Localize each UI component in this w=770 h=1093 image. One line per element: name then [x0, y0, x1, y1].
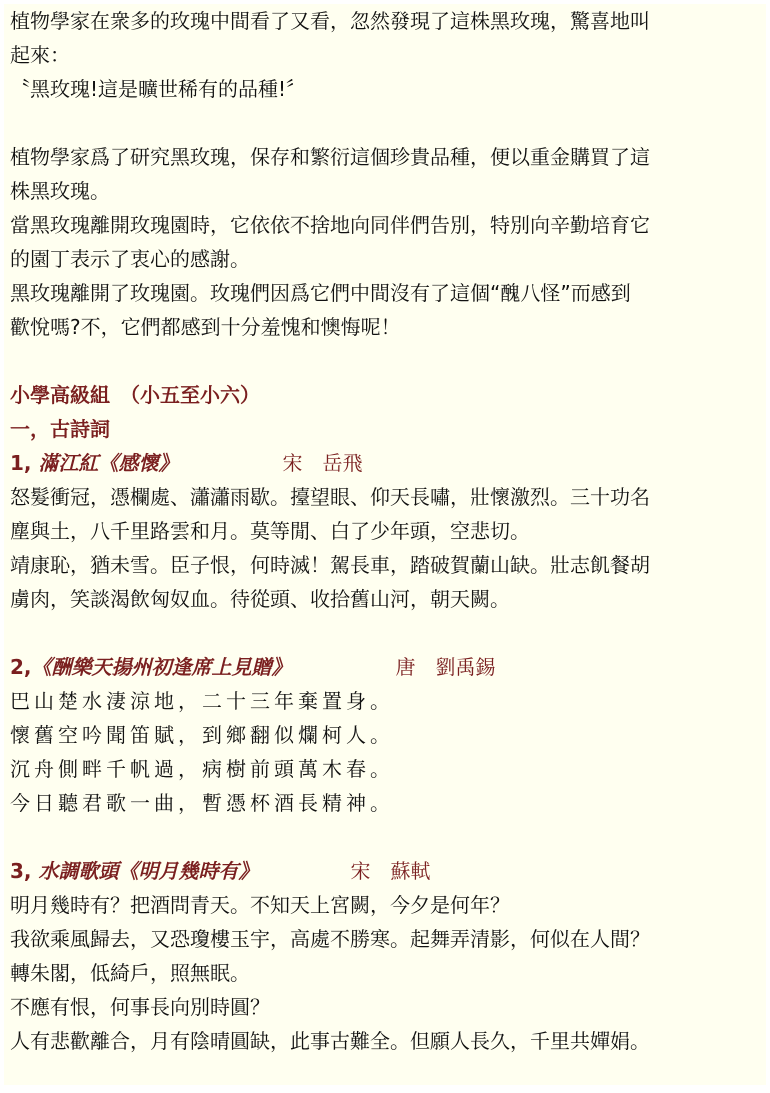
document-page	[4, 4, 766, 1085]
poem-line: 不應有恨，何事長向別時圓？	[10, 995, 270, 1019]
poem-line: 今日聽君歌一曲，暫憑杯酒長精神。	[10, 791, 394, 815]
poem-line: 我欲乘風歸去，又恐瓊樓玉宇，高處不勝寒。起舞弄清影，何似在人間？	[10, 927, 650, 951]
story-line: 株黑玫瑰。	[10, 179, 110, 203]
section-subtitle: 一，古詩詞	[10, 417, 110, 441]
story-line: 的園丁表示了衷心的感謝。	[10, 247, 250, 271]
story-line: 植物學家在衆多的玫瑰中間看了又看，忽然發現了這株黑玫瑰，驚喜地叫	[10, 9, 650, 33]
story-line: 起來：	[10, 43, 70, 67]
poem-author: 唐 劉禹錫	[395, 655, 496, 679]
poem-title: 滿江紅《感懷》	[38, 451, 179, 475]
poem-heading	[10, 650, 758, 684]
poem-number: 1,	[10, 451, 32, 475]
poem-line: 沉舟側畔千帆過，病樹前頭萬木春。	[10, 757, 394, 781]
poem-line: 巴山楚水淒涼地，二十三年棄置身。	[10, 689, 394, 713]
blank-line	[10, 820, 758, 854]
poem-line: 明月幾時有？把酒問青天。不知天上宮闕，今夕是何年？	[10, 893, 510, 917]
poem-line: 靖康恥，猶未雪。臣子恨，何時滅！駕長車，踏破賀蘭山缺。壯志飢餐胡	[10, 553, 650, 577]
poem-line: 虜肉，笑談渴飲匈奴血。待從頭、收拾舊山河，朝天闕。	[10, 587, 510, 611]
poem-number: 2,	[10, 655, 32, 679]
poem-author: 宋 蘇軾	[350, 859, 431, 883]
poem-line: 怒髮衝冠，憑欄處、瀟瀟雨歇。擡望眼、仰天長嘯，壯懷激烈。三十功名	[10, 485, 650, 509]
poem-heading	[10, 446, 758, 480]
blank-line	[10, 344, 758, 378]
blank-line	[10, 106, 758, 140]
story-line: 黑玫瑰離開了玫瑰園。玫瑰們因爲它們中間沒有了這個“醜八怪”而感到	[10, 281, 631, 305]
poem-line: 懷舊空吟聞笛賦，到鄉翻似爛柯人。	[10, 723, 394, 747]
poem-heading	[10, 854, 758, 888]
poem-author: 宋 岳飛	[282, 451, 363, 475]
poem-title: 《酬樂天揚州初逢席上見贈》	[31, 655, 292, 679]
poem-line: 塵與土，八千里路雲和月。莫等閒、白了少年頭，空悲切。	[10, 519, 530, 543]
blank-line	[10, 616, 758, 650]
story-quote: 〝黑玫瑰!這是曠世稀有的品種!〞	[10, 77, 307, 101]
story-line: 當黑玫瑰離開玫瑰園時，它依依不捨地向同伴們告別，特別向辛勤培育它	[10, 213, 650, 237]
poem-line: 轉朱閣，低綺戶，照無眠。	[10, 961, 250, 985]
poem-line: 人有悲歡離合，月有陰晴圓缺，此事古難全。但願人長久，千里共嬋娟。	[10, 1029, 650, 1053]
story-line: 植物學家爲了研究黑玫瑰，保存和繁衍這個珍貴品種，便以重金購買了這	[10, 145, 650, 169]
poem-number: 3,	[10, 859, 32, 883]
section-title: 小學高級組 （小五至小六）	[10, 383, 260, 407]
story-line: 歡悅嗎?不，它們都感到十分羞愧和懊悔呢！	[10, 315, 401, 339]
poem-title: 水調歌頭《明月幾時有》	[38, 859, 259, 883]
